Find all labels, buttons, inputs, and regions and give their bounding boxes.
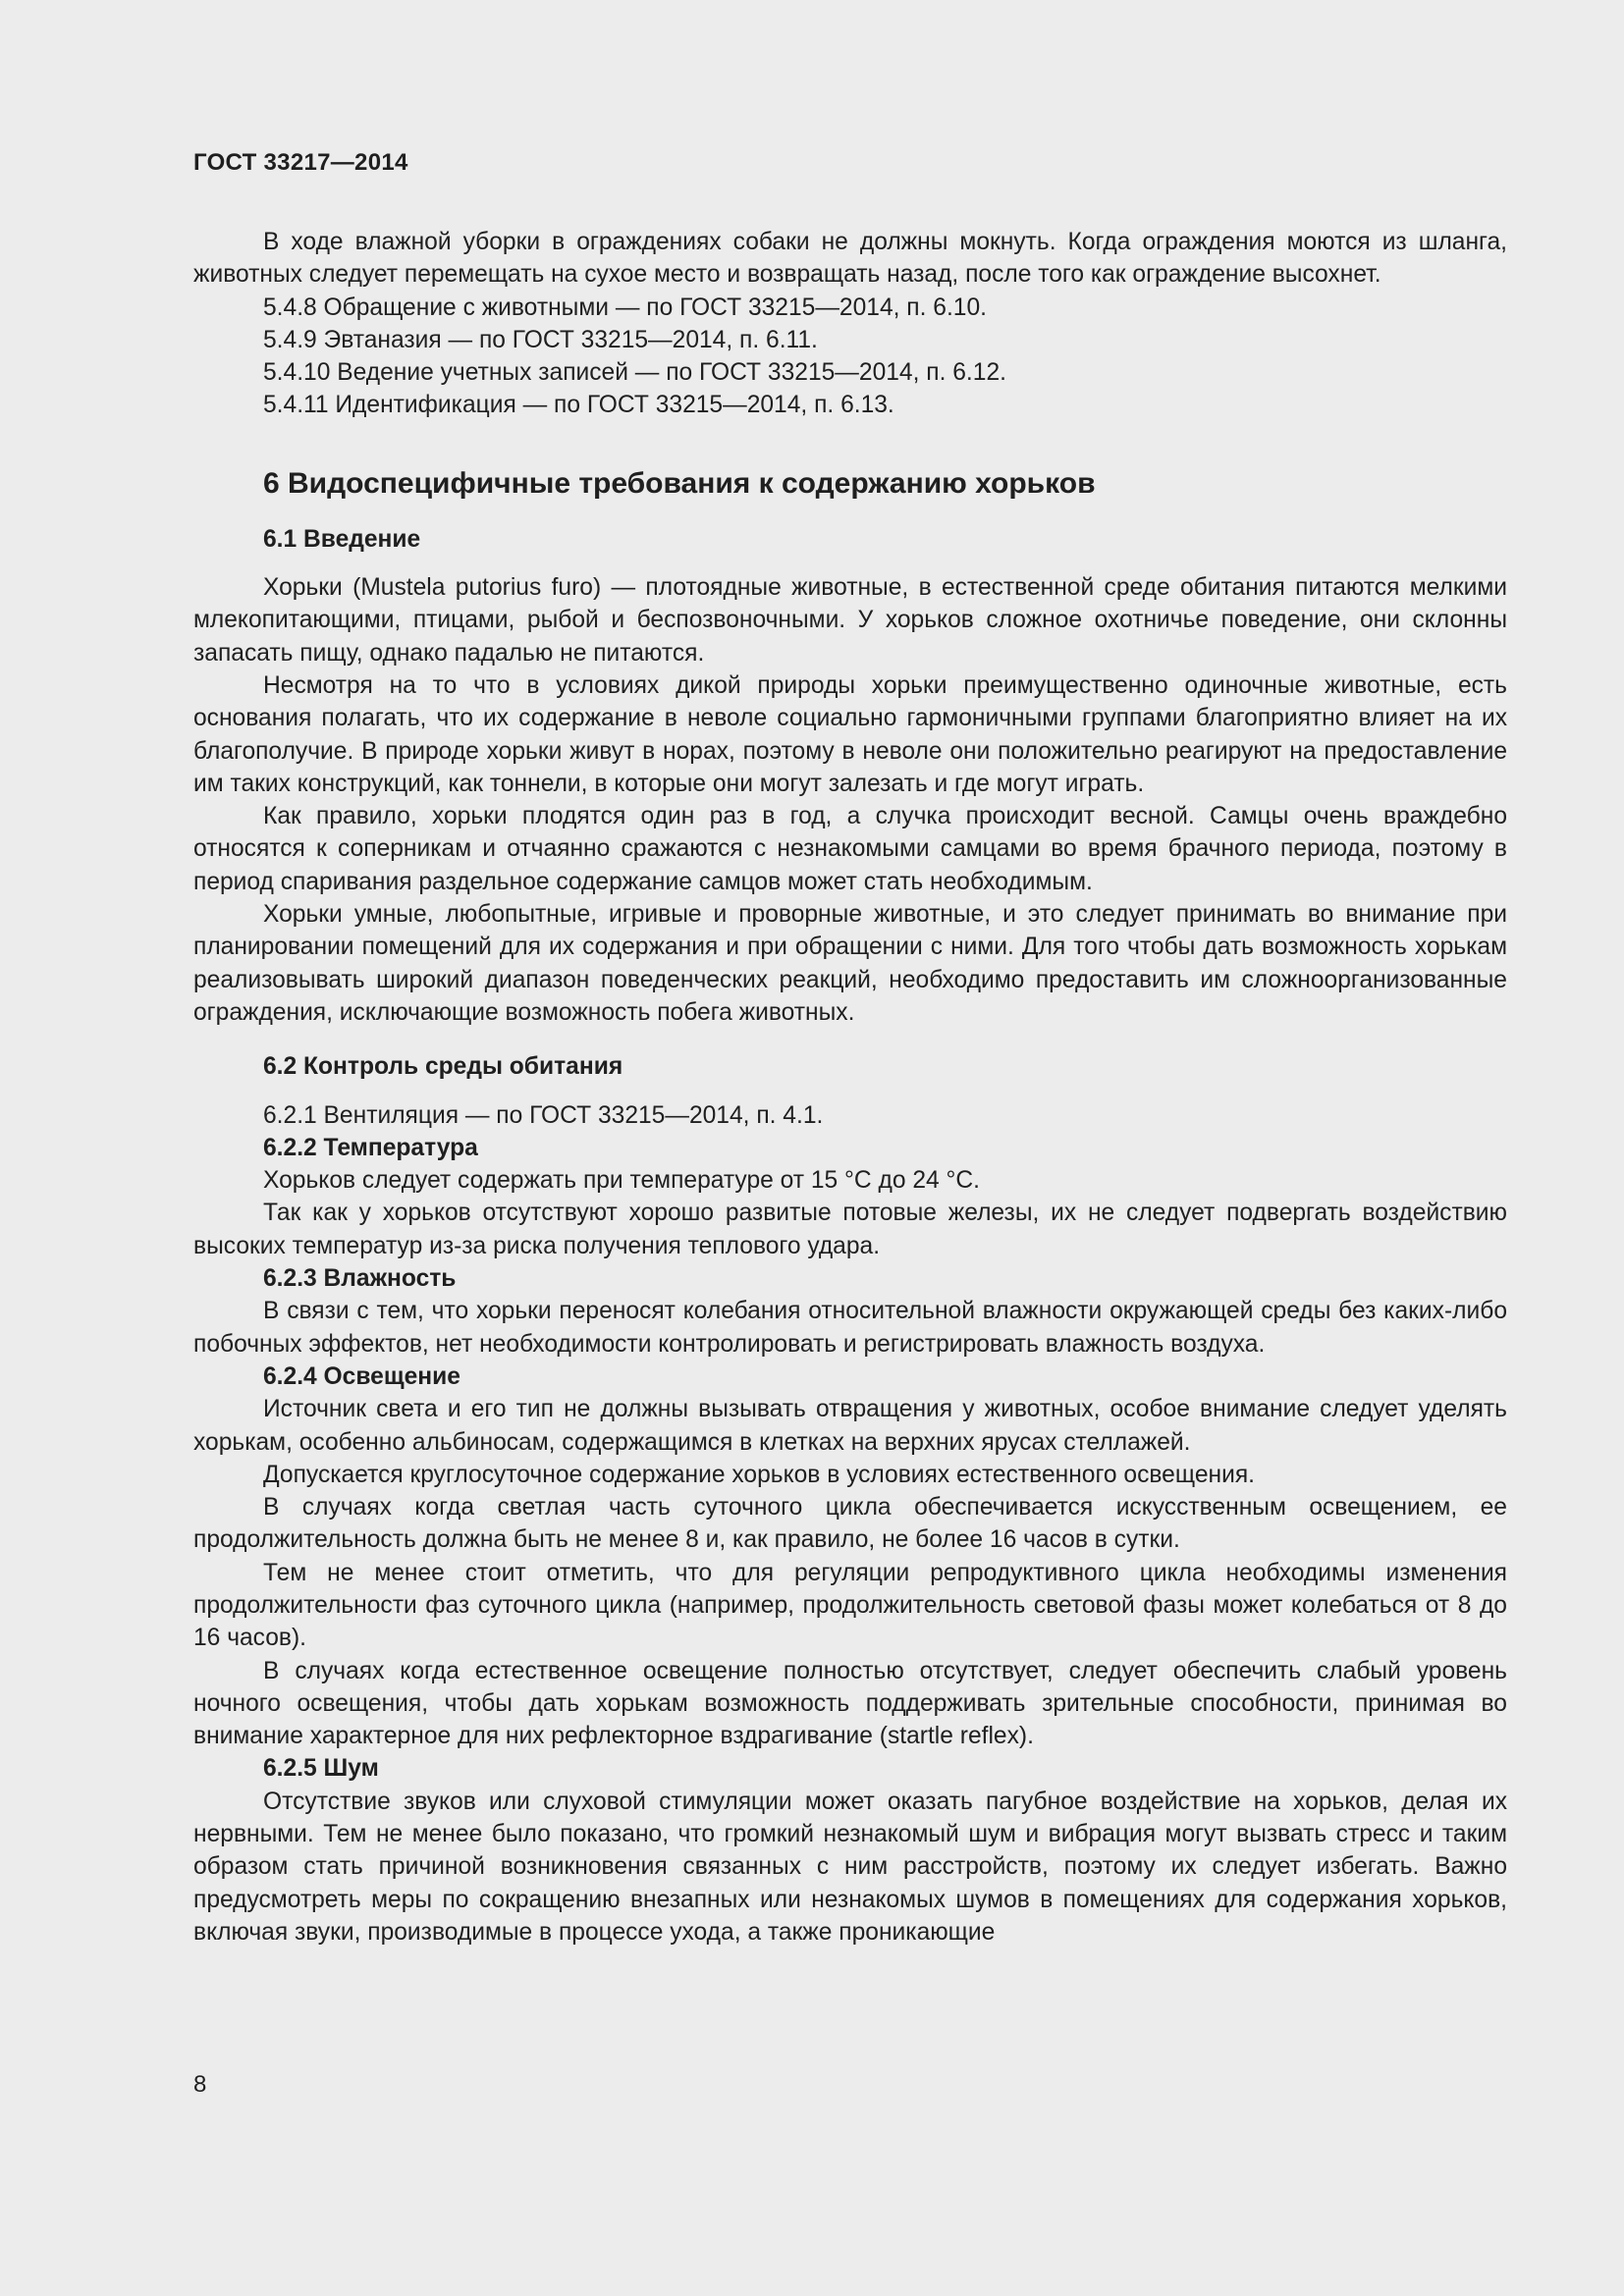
paragraph-6-2-5-a: Отсутствие звуков или слуховой стимуляции может оказать пагубное воздействие на хорьков, делая их нервными. Тем не менее было показано, что громкий незнакомый шум и вибрация могут вызвать стресс и таким образом стать причиной возникновения связанных с ним расстройств, поэтому их следует избегать. Важно предусмотреть меры по сокращению внезапных или незнакомых шумов в помещениях для содержания хорьков, включая звуки, производимые в процессе ухода, а также проникающие bbox=[193, 1788, 1507, 1946]
subsection-6-2-4-heading: 6.2.4 Освещение bbox=[263, 1362, 460, 1390]
document-code-header: ГОСТ 33217—2014 bbox=[193, 149, 408, 176]
paragraph-6-2-3-a: В связи с тем, что хорьки переносят колебания относительной влажности окружающей среды без каких-либо побочных эффектов, нет необходимости контролировать и регистрировать влажность воздуха. bbox=[193, 1298, 1507, 1358]
section-6-2-heading: 6.2 Контроль среды обитания bbox=[263, 1053, 623, 1081]
paragraph-6-2-2-b: Так как у хорьков отсутствуют хорошо развитые потовые железы, их не следует подвергать воздействию высоких температур из-за риска получения теплового удара. bbox=[193, 1200, 1507, 1259]
page-number: 8 bbox=[193, 2071, 207, 2098]
paragraph-6-2-4-a: Источник света и его тип не должны вызывать отвращения у животных, особое внимание следует уделять хорькам, особенно альбиносам, содержащимся в клетках на верхних ярусах стеллажей. bbox=[193, 1396, 1507, 1456]
section-6-heading: 6 Видоспецифичные требования к содержанию хорьков bbox=[263, 466, 1096, 500]
paragraph-6-2-4-d: Тем не менее стоит отметить, что для регуляции репродуктивного цикла необходимы изменения продолжительности фаз суточного цикла (например, продолжительность световой фазы может колебаться от 8 до 16 часов). bbox=[193, 1559, 1507, 1652]
ref-5-4-9: 5.4.9 Эвтаназия — по ГОСТ 33215—2014, п. 6.11. bbox=[263, 326, 818, 353]
subsection-6-2-5-heading: 6.2.5 Шум bbox=[263, 1755, 379, 1783]
section-6-1-heading: 6.1 Введение bbox=[263, 525, 421, 553]
subsection-6-2-2-heading: 6.2.2 Температура bbox=[263, 1134, 478, 1161]
paragraph-cleaning: В ходе влажной уборки в ограждениях собаки не должны мокнуть. Когда ограждения моются из шланга, животных следует перемещать на сухое место и возвращать назад, после того как ограждение высохнет. bbox=[193, 229, 1507, 289]
paragraph-6-2-1: 6.2.1 Вентиляция — по ГОСТ 33215—2014, п. 4.1. bbox=[263, 1101, 824, 1129]
ref-5-4-8: 5.4.8 Обращение с животными — по ГОСТ 33215—2014, п. 6.10. bbox=[263, 294, 987, 321]
paragraph-6-1-a: Хорьки (Mustela putorius furo) — плотоядные животные, в естественной среде обитания питаются мелкими млекопитающими, птицами, рыбой и беспозвоночными. У хорьков сложное охотничье поведение, они склонны запасать пищу, однако падалью не питаются. bbox=[193, 574, 1507, 667]
subsection-6-2-3-heading: 6.2.3 Влажность bbox=[263, 1265, 457, 1293]
paragraph-6-2-4-e: В случаях когда естественное освещение полностью отсутствует, следует обеспечить слабый уровень ночного освещения, чтобы дать хорькам возможность поддерживать зрительные способности, принимая во внимание характерное для них рефлекторное вздрагивание (startle reflex). bbox=[193, 1657, 1507, 1750]
paragraph-6-1-c: Как правило, хорьки плодятся один раз в год, а случка происходит весной. Самцы очень враждебно относятся к соперникам и отчаянно сражаются с незнакомыми самцами во время брачного периода, поэтому в период спаривания раздельное содержание самцов может стать необходимым. bbox=[193, 803, 1507, 895]
page-content bbox=[193, 226, 1507, 1949]
paragraph-6-1-b: Несмотря на то что в условиях дикой природы хорьки преимущественно одиночные животные, есть основания полагать, что их содержание в неволе социально гармоничными группами благоприятно влияет на их благополучие. В природе хорьки живут в норах, поэтому в неволе они положительно реагируют на предоставление им таких конструкций, как тоннели, в которые они могут залезать и где могут играть. bbox=[193, 671, 1507, 797]
paragraph-6-2-4-b: Допускается круглосуточное содержание хорьков в условиях естественного освещения. bbox=[263, 1461, 1255, 1488]
ref-5-4-11: 5.4.11 Идентификация — по ГОСТ 33215—2014, п. 6.13. bbox=[263, 392, 894, 419]
ref-5-4-10: 5.4.10 Ведение учетных записей — по ГОСТ 33215—2014, п. 6.12. bbox=[263, 359, 1006, 387]
paragraph-6-1-d: Хорьки умные, любопытные, игривые и проворные животные, и это следует принимать во внимание при планировании помещений для их содержания и при обращении с ними. Для того чтобы дать возможность хорькам реализовывать широкий диапазон поведенческих реакций, необходимо предоставить им сложноорганизованные ограждения, исключающие возможность побега животных. bbox=[193, 901, 1507, 1026]
paragraph-6-2-4-c: В случаях когда светлая часть суточного цикла обеспечивается искусственным освещением, ее продолжительность должна быть не менее 8 и, как правило, не более 16 часов в сутки. bbox=[193, 1494, 1507, 1554]
paragraph-6-2-2-a: Хорьков следует содержать при температуре от 15 °С до 24 °С. bbox=[263, 1167, 980, 1195]
